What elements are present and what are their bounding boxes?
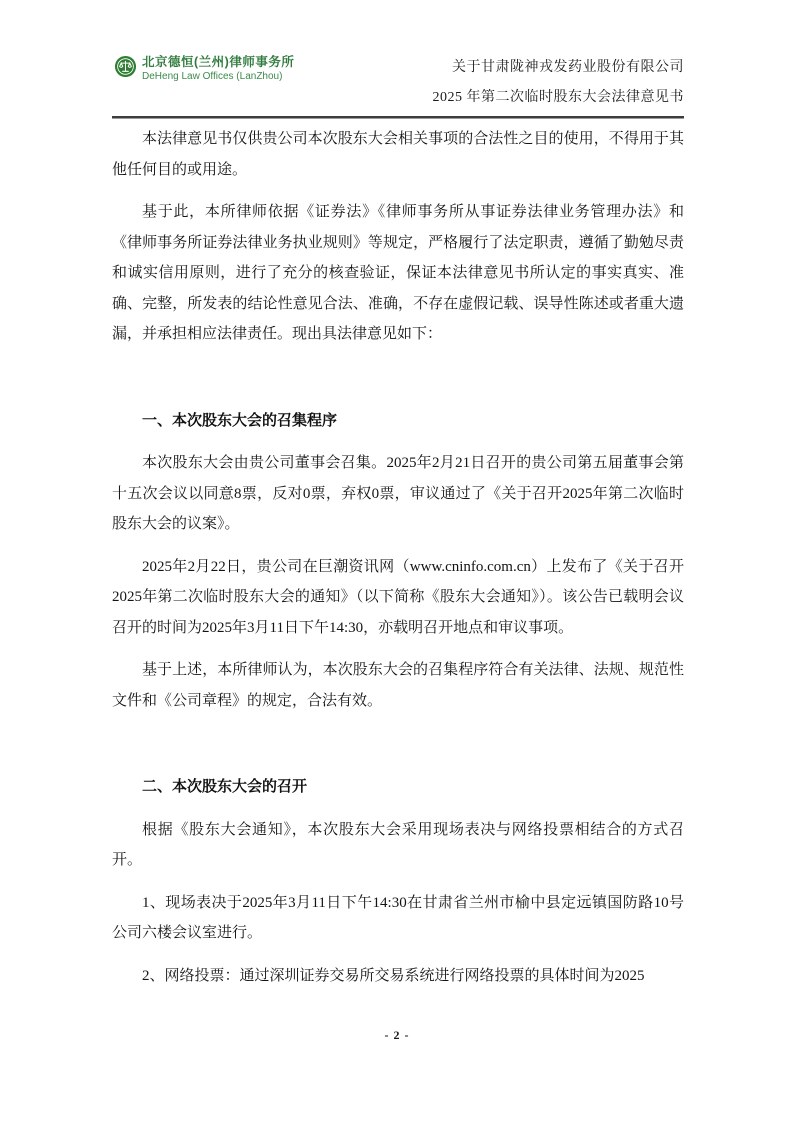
header-divider <box>112 116 684 119</box>
doc-ref-title: 2025 年第二次临时股东大会法律意见书 <box>432 90 684 105</box>
document-reference <box>433 60 685 106</box>
section-heading-convening-procedure: 一、本次股东大会的召集程序 <box>142 411 338 429</box>
paragraph-convening-conclusion: 基于上述，本所律师认为，本次股东大会的召集程序符合有关法律、法规、规范性文件和《公司章程》的规定，合法有效。 <box>112 662 684 709</box>
document-body <box>112 124 684 991</box>
paragraph-legal-basis: 基于此，本所律师依据《证券法》《律师事务所从事证券法律业务管理办法》和《律师事务所证券法律业务执业规则》等规定，严格履行了法定职责，遵循了勤勉尽责和诚实信用原则，进行了充分的核查验证，保证本法律意见书所认定的事实真实、准确、完整，所发表的结论性意见合法、准确，不存在虚假记载、误导性陈述或者重大遗漏，并承担相应法律责任。现出具法律意见如下： <box>112 204 684 342</box>
paragraph-notice-publication: 2025年2月22日，贵公司在巨潮资讯网（www.cninfo.com.cn）上发布了《关于召开2025年第二次临时股东大会的通知》（以下简称《股东大会通知》）。该公告已载明会议召开的时间为2025年3月11日下午14:30，亦载明召开地点和审议事项。 <box>112 558 684 636</box>
law-firm-brand <box>114 55 294 83</box>
firm-name-cn: 北京德恒(兰州)律师事务所 <box>142 55 295 69</box>
paragraph-online-voting: 2、网络投票：通过深圳证券交易所交易系统进行网络投票的具体时间为2025 <box>142 967 645 984</box>
paragraph-usage-restriction: 本法律意见书仅供贵公司本次股东大会相关事项的合法性之目的使用，不得用于其他任何目的或用途。 <box>112 131 684 178</box>
firm-name-en: DeHeng Law Offices (LanZhou) <box>142 71 283 82</box>
paragraph-board-resolution: 本次股东大会由贵公司董事会召集。2025年2月21日召开的贵公司第五届董事会第十五次会议以同意8票，反对0票，弃权0票，审议通过了《关于召开2025年第二次临时股东大会的议案》。 <box>112 455 684 532</box>
doc-ref-company: 关于甘肃陇神戎发药业股份有限公司 <box>452 60 684 75</box>
page-footer <box>0 1028 794 1043</box>
deheng-logo-icon <box>114 55 137 78</box>
paragraph-onsite-voting: 1、现场表决于2025年3月11日下午14:30在甘肃省兰州市榆中县定远镇国防路10号公司六楼会议室进行。 <box>112 894 684 941</box>
page-number: - 2 - <box>384 1028 410 1042</box>
paragraph-voting-method: 根据《股东大会通知》，本次股东大会采用现场表决与网络投票相结合的方式召开。 <box>112 821 684 868</box>
firm-names <box>142 55 294 83</box>
section-heading-meeting-holding: 二、本次股东大会的召开 <box>142 778 308 795</box>
